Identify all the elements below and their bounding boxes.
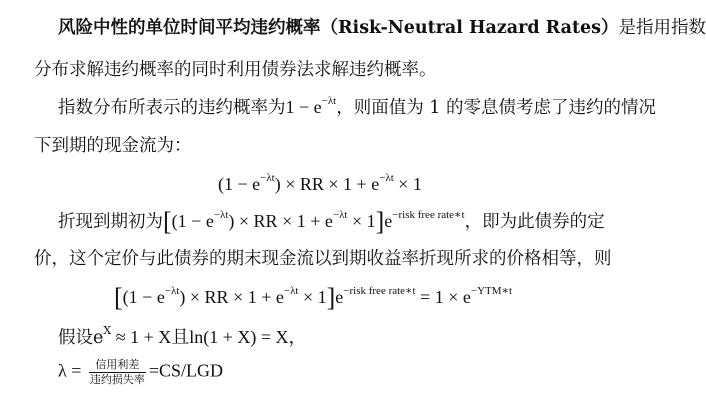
bracket-open: [ [163,207,172,236]
eq2-bracket-close: ] [326,283,336,312]
paragraph-2-suffix: ，则面值为 1 的零息债考虑了违约的情况 [336,98,656,118]
eq2-e1: −λt [164,285,180,297]
formula-lhs: λ = [58,360,82,381]
eq2-p5: = 1 × e [415,287,471,307]
discount-e2: −λt [332,209,348,221]
discount-p2: ) × RR × 1 + e [228,211,333,231]
eq1-exp2: −λt [379,172,394,184]
eq2-e4: −YTM∗t [470,285,513,297]
discount-e1: −λt [213,209,229,221]
paragraph-3-line-1 [58,207,605,237]
discount-expr [163,207,465,236]
expr-exponent: −λt [321,95,337,107]
paragraph-4 [58,323,307,349]
paragraph-1-text: 分布求解违约概率的同时利用债券法求解违约概率。 [34,60,437,80]
equation-1 [218,172,422,195]
formula-rhs: =CS/LGD [148,360,224,381]
eq2-p3: × 1 [298,287,327,307]
paragraph-2-line-2 [34,132,192,157]
assumption-expr: ≈ 1 + X且ln(1 + X) = X， [111,327,307,347]
eq1-exp1: −λt [260,172,275,184]
formula-fraction [89,358,146,387]
eq2-e3: −risk free rate∗t [343,285,416,297]
discount-p1: (1 − e [171,211,214,231]
eq2-bracket-open: [ [114,283,123,312]
eq2-e2: −λt [283,285,299,297]
paragraph-3-line-2 [34,245,612,270]
paragraph-3-text: 价，这个定价与此债券的期末现金流以到期收益率折现所求的价格相等，则 [34,249,612,269]
paragraph-2-prefix: 指数分布所表示的违约概率为 [58,98,286,118]
eq1-part2: ) × RR × 1 + e [274,174,380,194]
discount-p4: e [384,211,393,231]
paragraph-2-text: 下到期的现金流为： [34,136,192,156]
eq2-p1: (1 − e [122,287,165,307]
expr-base: 1 − e [285,97,322,117]
lambda-formula [58,358,223,387]
paragraph-2-line-1 [58,94,656,119]
formula-numerator: 信用利差 [89,358,146,373]
assumption-prefix: 假设e [58,328,104,348]
formula-denominator: 违约损失率 [89,373,145,386]
eq2-p2: ) × RR × 1 + e [179,287,284,307]
discount-p3: × 1 [347,211,376,231]
paragraph-3-prefix: 折现到期初为 [58,212,163,232]
paragraph-3-suffix: ，即为此债券的定 [464,212,605,232]
eq2-p4: e [335,287,344,307]
default-prob-expr [286,97,337,117]
equation-2 [114,283,512,313]
assumption-exp: X [103,324,112,337]
paragraph-1-rest: 是指用指数 [618,18,706,38]
bracket-close: ] [375,207,385,236]
paragraph-1-line-2 [34,56,437,81]
eq1-part1: (1 − e [218,174,261,194]
paragraph-1-line-1 [58,14,706,39]
eq1-part3: × 1 [393,174,422,194]
paragraph-1-title: 风险中性的单位时间平均违约概率（Risk-Neutral Hazard Rates） [58,18,619,38]
discount-e3: −risk free rate∗t [392,209,465,221]
